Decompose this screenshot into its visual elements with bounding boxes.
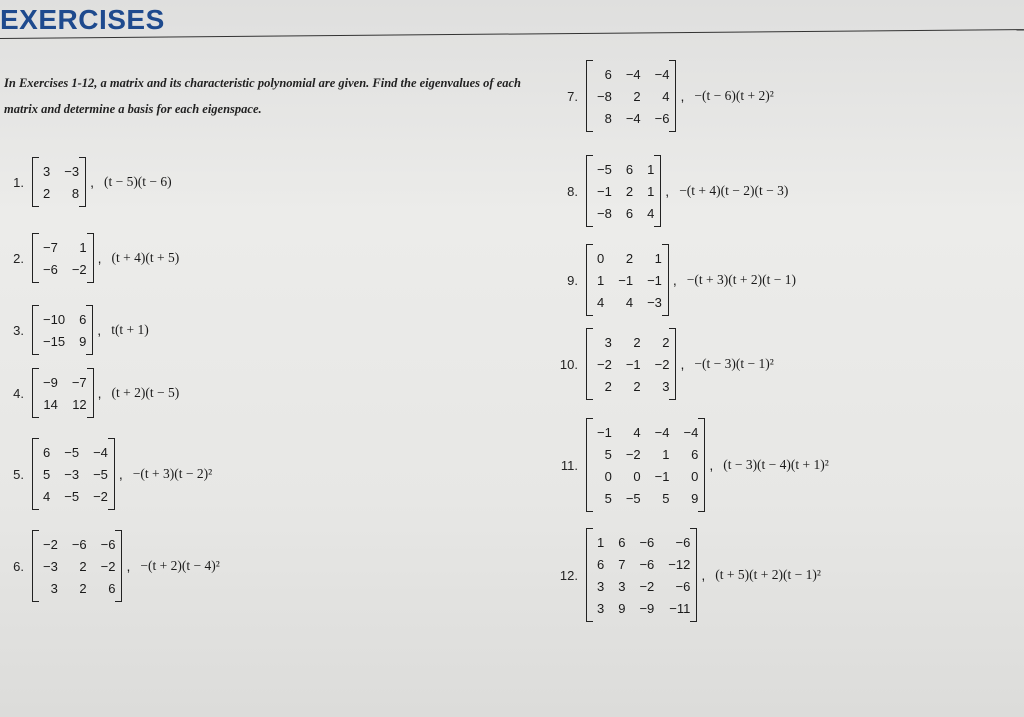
matrix-row xyxy=(39,330,86,352)
characteristic-polynomial: (t − 3)(t − 4)(t + 1)² xyxy=(723,457,829,472)
characteristic-polynomial: (t + 2)(t − 5) xyxy=(111,385,180,400)
matrix-entry: 6 xyxy=(597,556,605,572)
characteristic-polynomial: −(t + 3)(t + 2)(t − 1) xyxy=(686,272,796,287)
matrix-entry: −6 xyxy=(675,534,691,550)
matrix-entry: −4 xyxy=(654,424,670,440)
separator: , xyxy=(126,558,131,574)
matrix-entry: −8 xyxy=(597,88,612,104)
matrix-row xyxy=(39,258,87,280)
separator: , xyxy=(672,272,677,288)
exercise-number: 4. xyxy=(13,385,24,401)
matrix xyxy=(32,368,94,418)
exercise-2 xyxy=(8,233,179,283)
matrix-row xyxy=(39,485,108,507)
matrix-entry: −1 xyxy=(654,468,670,484)
matrix-row xyxy=(39,533,115,555)
matrix-entry: 3 xyxy=(43,163,51,179)
matrix-row xyxy=(593,443,698,465)
matrix-entry: −1 xyxy=(618,272,634,288)
matrix-entry: 2 xyxy=(79,580,87,596)
matrix-entry: 5 xyxy=(604,446,612,462)
matrix-entry: −12 xyxy=(668,556,691,572)
matrix-entry: 3 xyxy=(604,334,612,350)
matrix-entry: −1 xyxy=(647,272,662,288)
matrix-row xyxy=(39,393,87,415)
characteristic-polynomial: −(t + 3)(t − 2)² xyxy=(132,466,213,481)
exercise-number: 3. xyxy=(13,322,24,338)
matrix-entry: 6 xyxy=(618,534,626,550)
matrix-entry: 5 xyxy=(662,490,670,506)
separator: , xyxy=(90,174,94,190)
matrix-entry: −2 xyxy=(100,558,116,574)
exercise-instructions: In Exercises 1-12, a matrix and its characteristic polynomial are given. Find the eigenvalues of each matrix and determine a basis for each eigenspace. xyxy=(4,76,522,116)
matrix-entry: 12 xyxy=(72,396,87,412)
matrix-row xyxy=(39,577,115,599)
exercise-7 xyxy=(552,60,774,132)
exercise-9 xyxy=(552,244,796,316)
matrix-entry: −9 xyxy=(43,374,58,390)
matrix-entry: 5 xyxy=(43,466,51,482)
matrix xyxy=(586,155,661,227)
matrix-entry: −2 xyxy=(71,261,87,277)
matrix-row xyxy=(39,182,79,204)
matrix-entry: 4 xyxy=(43,488,51,504)
matrix-entry: −3 xyxy=(64,163,80,179)
matrix-entry: −7 xyxy=(43,239,58,255)
matrix-row xyxy=(593,487,698,509)
section-title: EXERCISES xyxy=(0,4,165,35)
exercise-number: 12. xyxy=(559,567,578,583)
matrix-entry: 4 xyxy=(662,88,670,104)
matrix-entry: −7 xyxy=(71,374,87,390)
matrix-entry: 3 xyxy=(597,578,605,594)
matrix-row xyxy=(593,597,690,619)
matrix-entry: 5 xyxy=(604,490,612,506)
matrix-entry: −6 xyxy=(639,556,655,572)
matrix-entry: 9 xyxy=(79,333,87,349)
matrix-entry: 2 xyxy=(604,378,612,394)
matrix-entry: −3 xyxy=(647,294,662,310)
exercise-5 xyxy=(8,438,212,510)
matrix xyxy=(586,244,669,316)
matrix-entry: −6 xyxy=(639,534,655,550)
matrix-entry: 0 xyxy=(597,250,605,266)
matrix-entry: −4 xyxy=(93,444,108,460)
exercise-number: 11. xyxy=(560,457,578,473)
characteristic-polynomial: −(t − 6)(t + 2)² xyxy=(694,88,774,103)
matrix-row xyxy=(39,160,79,182)
matrix xyxy=(32,305,93,355)
matrix-entry: −10 xyxy=(43,311,66,327)
matrix-row xyxy=(593,247,662,269)
matrix-entry: −2 xyxy=(654,356,670,372)
matrix-entry: −9 xyxy=(639,600,655,616)
matrix-entry: −4 xyxy=(625,66,641,82)
matrix-row xyxy=(593,291,662,313)
matrix-entry: −11 xyxy=(669,600,691,616)
matrix-entry: 2 xyxy=(43,185,51,201)
matrix-entry: −6 xyxy=(100,536,116,552)
separator: , xyxy=(97,250,102,266)
matrix-row xyxy=(39,371,87,393)
characteristic-polynomial: t(t + 1) xyxy=(111,322,149,337)
separator: , xyxy=(709,457,714,473)
separator: , xyxy=(97,322,102,338)
matrix-entry: −8 xyxy=(597,205,612,221)
matrix-entry: 4 xyxy=(633,424,641,440)
separator: , xyxy=(701,567,706,583)
matrix-entry: 0 xyxy=(604,468,612,484)
matrix-entry: 1 xyxy=(79,239,87,255)
matrix-entry: −5 xyxy=(64,444,80,460)
matrix-entry: −2 xyxy=(43,536,58,552)
matrix-entry: 8 xyxy=(71,185,80,201)
matrix-row xyxy=(593,531,690,553)
matrix-entry: −2 xyxy=(597,356,612,372)
matrix-entry: 6 xyxy=(604,66,612,82)
matrix-entry: 9 xyxy=(618,600,626,616)
matrix-entry: 14 xyxy=(43,396,58,412)
matrix-row xyxy=(593,375,669,397)
matrix-row xyxy=(39,441,108,463)
matrix-entry: 4 xyxy=(597,294,605,310)
matrix-entry: −4 xyxy=(683,424,699,440)
matrix-row xyxy=(593,202,654,224)
matrix-row xyxy=(39,236,87,258)
exercise-12 xyxy=(552,528,821,622)
matrix-entry: 2 xyxy=(79,558,87,574)
matrix-entry: 1 xyxy=(654,250,662,266)
characteristic-polynomial: −(t − 3)(t − 1)² xyxy=(694,356,774,371)
characteristic-polynomial: (t − 5)(t − 6) xyxy=(103,174,172,189)
matrix-row xyxy=(593,553,690,575)
exercise-10 xyxy=(552,328,774,400)
exercise-number: 9. xyxy=(567,272,578,288)
characteristic-polynomial: −(t + 4)(t − 2)(t − 3) xyxy=(679,183,789,198)
matrix-entry: −4 xyxy=(625,110,641,126)
matrix-entry: 2 xyxy=(625,183,634,199)
matrix-entry: 1 xyxy=(647,183,655,199)
matrix-row xyxy=(39,555,115,577)
matrix-entry: 2 xyxy=(633,378,641,394)
matrix-row xyxy=(593,180,654,202)
matrix-entry: 2 xyxy=(633,88,641,104)
characteristic-polynomial: (t + 5)(t + 2)(t − 1)² xyxy=(715,567,821,582)
matrix-entry: 6 xyxy=(108,580,116,596)
exercise-11 xyxy=(552,418,829,512)
separator: , xyxy=(680,356,685,372)
matrix-entry: −4 xyxy=(654,66,670,82)
matrix-entry: −6 xyxy=(654,110,670,126)
matrix-entry: 4 xyxy=(625,294,634,310)
matrix-entry: −3 xyxy=(43,558,58,574)
matrix-entry: 9 xyxy=(691,490,699,506)
matrix-entry: 6 xyxy=(79,311,87,327)
matrix xyxy=(586,418,705,512)
matrix-entry: 2 xyxy=(625,250,634,266)
matrix-entry: −1 xyxy=(625,356,641,372)
exercise-8 xyxy=(552,155,788,227)
matrix-entry: 7 xyxy=(618,556,626,572)
matrix-row xyxy=(593,353,669,375)
matrix-entry: 1 xyxy=(597,534,605,550)
matrix-entry: 3 xyxy=(662,378,670,394)
matrix-entry: 6 xyxy=(625,161,634,177)
matrix-entry: 0 xyxy=(691,468,699,484)
exercise-6 xyxy=(8,530,220,602)
matrix-row xyxy=(593,575,690,597)
separator: , xyxy=(118,466,123,482)
matrix xyxy=(586,60,676,132)
matrix-entry: 6 xyxy=(625,205,634,221)
exercise-number: 8. xyxy=(567,183,578,199)
matrix xyxy=(32,438,115,510)
characteristic-polynomial: (t + 4)(t + 5) xyxy=(111,250,180,265)
matrix-entry: 1 xyxy=(647,161,655,177)
matrix-entry: 6 xyxy=(691,446,699,462)
matrix-row xyxy=(593,269,662,291)
matrix-row xyxy=(593,331,669,353)
matrix xyxy=(32,157,86,207)
matrix-entry: 4 xyxy=(647,205,655,221)
matrix-entry: −1 xyxy=(597,183,612,199)
separator: , xyxy=(680,88,685,104)
matrix-entry: 2 xyxy=(633,334,641,350)
matrix-entry: 6 xyxy=(43,444,51,460)
matrix-row xyxy=(593,85,669,107)
matrix-row xyxy=(39,308,86,330)
matrix-row xyxy=(593,158,654,180)
matrix-entry: −5 xyxy=(64,488,80,504)
matrix-entry: −2 xyxy=(93,488,108,504)
exercise-number: 7. xyxy=(567,88,578,104)
matrix-row xyxy=(593,465,698,487)
matrix-entry: 3 xyxy=(50,580,58,596)
exercise-number: 6. xyxy=(13,558,24,574)
matrix-entry: −5 xyxy=(93,466,108,482)
exercise-number: 2. xyxy=(13,250,24,266)
characteristic-polynomial: −(t + 2)(t − 4)² xyxy=(140,558,220,573)
matrix-entry: −6 xyxy=(71,536,87,552)
matrix-entry: 1 xyxy=(662,446,670,462)
matrix xyxy=(586,528,697,622)
matrix-row xyxy=(39,463,108,485)
matrix-entry: 8 xyxy=(604,110,612,126)
matrix-row xyxy=(593,421,698,443)
exercise-number: 10. xyxy=(559,356,578,372)
exercise-3 xyxy=(8,305,149,355)
matrix-entry: 1 xyxy=(597,272,605,288)
separator: , xyxy=(665,183,670,199)
matrix-row xyxy=(593,107,669,129)
separator: , xyxy=(97,385,102,401)
exercise-4 xyxy=(8,368,179,418)
exercise-number: 5. xyxy=(13,466,24,482)
exercise-number: 1. xyxy=(13,174,24,190)
matrix-entry: 3 xyxy=(597,600,605,616)
matrix-entry: −2 xyxy=(639,578,655,594)
matrix-entry: −1 xyxy=(597,424,612,440)
matrix xyxy=(586,328,676,400)
matrix-entry: 0 xyxy=(633,468,641,484)
matrix xyxy=(32,233,94,283)
matrix-entry: −5 xyxy=(625,490,641,506)
matrix-row xyxy=(593,63,669,85)
matrix xyxy=(32,530,122,602)
matrix-entry: −15 xyxy=(43,333,66,349)
matrix-entry: −2 xyxy=(625,446,641,462)
matrix-entry: 3 xyxy=(618,578,626,594)
matrix-entry: −5 xyxy=(597,161,612,177)
matrix-entry: −6 xyxy=(675,578,691,594)
matrix-entry: −6 xyxy=(43,261,58,277)
exercise-1 xyxy=(8,157,172,207)
matrix-entry: 2 xyxy=(662,334,670,350)
matrix-entry: −3 xyxy=(64,466,80,482)
